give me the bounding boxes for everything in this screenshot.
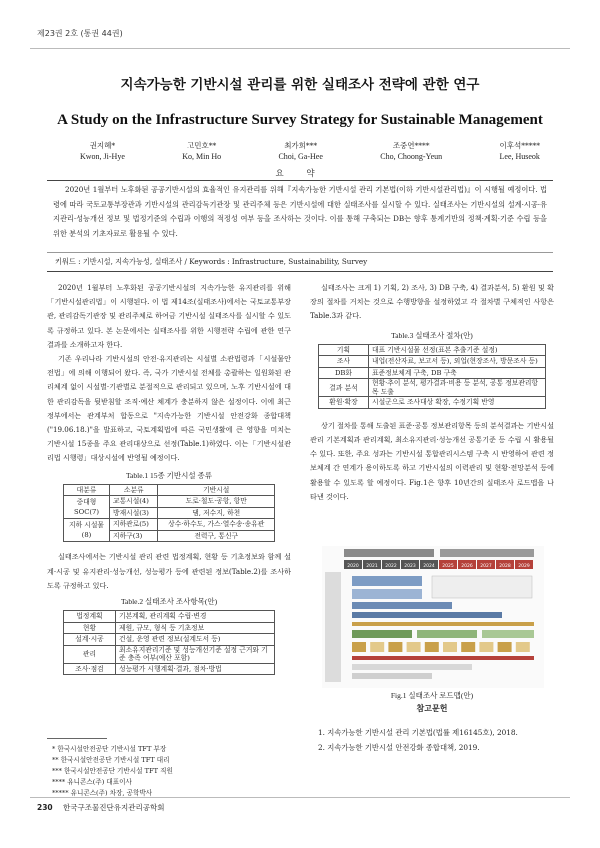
table-row — [64, 611, 275, 623]
step-marker — [461, 642, 475, 652]
table-row — [319, 367, 546, 379]
table-cell: 제원, 규모, 형식 등 기초정보 — [116, 622, 275, 634]
author-list — [80, 140, 540, 162]
keywords: 키워드 : 기반시설, 지속가능성, 실태조사 / Keywords : Infrastructure, Sustainability, Survey — [55, 257, 368, 266]
footnote: **** 유니콘스(주) 대표이사 — [52, 778, 132, 786]
table-cell: 법정계획 — [64, 611, 116, 623]
table-cell: 표준정보체계 구축, DB 구축 — [369, 367, 546, 379]
page-footer — [37, 802, 164, 813]
table-row — [64, 496, 275, 508]
author-name-ko: 최가희*** — [284, 141, 318, 150]
table-row — [64, 519, 275, 531]
step-marker — [407, 642, 421, 652]
table-cell: 기획 — [319, 344, 369, 356]
table-cell: 방재시설(3) — [110, 507, 158, 519]
body-paragraph: 실태조사에서는 기반시설 관리 관련 법정계획, 현황 등 기초정보와 함께 설계·시공 및 유지관리·성능개선, 성능평가 등에 관련된 정보(Table.2)를 조사하도록 규정하고 있다. — [47, 552, 291, 590]
table-header: 대분류 — [64, 484, 110, 496]
table-cell: 지하 시설물(8) — [64, 519, 110, 542]
keyword-divider — [47, 252, 553, 253]
table-header: 소분류 — [110, 484, 158, 496]
author-name-ko: 이후석***** — [499, 141, 540, 150]
figure1-caption: Fig.1 실태조사 로드맵(안) — [390, 691, 474, 700]
author-name-en: Lee, Huseok — [499, 152, 540, 161]
phase1-banner — [344, 549, 434, 557]
roadmap-figure — [322, 546, 544, 688]
roadmap-bar — [352, 576, 422, 586]
year-label: 2029 — [518, 564, 530, 569]
table-cell: 교통시설(4) — [110, 496, 158, 508]
author — [278, 140, 322, 162]
table-cell: 결과 분석 — [319, 379, 369, 397]
header-divider — [30, 48, 570, 49]
table-row — [64, 645, 275, 663]
journal-issue: 제23권 2호 (통권 44권) — [37, 29, 123, 38]
table-cell: 건설, 운영 관련 정보(설계도서 등) — [116, 634, 275, 646]
roadmap-bar — [352, 622, 534, 626]
title-korean: 지속가능한 기반시설 관리를 위한 실태조사 전략에 관한 연구 — [120, 77, 480, 93]
table-cell: DB화 — [319, 367, 369, 379]
footnote: ***** 유니콘스(주) 차장, 공학박사 — [52, 789, 153, 797]
year-label: 2026 — [461, 564, 473, 569]
table-cell: 성능평가 시행계획·결과, 점차·방법 — [116, 663, 275, 675]
body-paragraph: 실태조사는 크게 1) 기획, 2) 조사, 3) DB 구축, 4) 결과분석, 5) 환원 및 확장의 절차를 거치는 것으로 수행방향을 설정하였고 각 절차별 구체적인 사항은 Table.3과 같다. — [310, 283, 554, 321]
footnotes — [52, 744, 173, 799]
table-header: 기반시설 — [158, 484, 275, 496]
table-cell: 전력구, 통신구 — [158, 530, 275, 542]
author-name-en: Cho, Choong-Yeun — [380, 152, 443, 161]
author — [182, 140, 221, 162]
roadmap-bar — [352, 612, 502, 618]
table-row — [319, 397, 546, 409]
table2 — [63, 610, 275, 675]
title-english: A Study on the Infrastructure Survey Strategy for Sustainable Management — [57, 112, 543, 128]
roadmap-bar — [482, 630, 534, 638]
step-marker — [498, 642, 512, 652]
body-paragraph: 상기 절차를 통해 도출된 표준·공통 정보관리항목 등의 분석결과는 기반시설 관리 기본계획과 관리계획, 최소유지관리·성능개선 공통기준 등 수립 시 활용될 수 있다. 또한, 주요 성과는 기반시설 통합관리시스템 구축 시 반영하여 관련 정보체계 간 연계가 용이하도록 하고 기반시설의 이력관리 및 현황·전망분석 등에 활용할 수 있도록 할 예정이다. Fig.1은 향후 10년간의 실태조사 로드맵을 나타낸 것이다. — [310, 420, 554, 501]
year-label: 2022 — [385, 564, 397, 569]
year-label: 2024 — [423, 564, 435, 569]
year-label: 2028 — [499, 564, 511, 569]
step-marker — [479, 642, 493, 652]
step-marker — [370, 642, 384, 652]
right-column — [310, 281, 554, 504]
step-marker — [425, 642, 439, 652]
year-label: 2021 — [366, 564, 378, 569]
table-cell: 환원·확장 — [319, 397, 369, 409]
step-marker — [443, 642, 457, 652]
roadmap-box — [432, 576, 532, 598]
body-paragraph: 2020년 1월부터 노후화된 공공기반시설의 지속가능한 유지관리를 위해「기반시설관리법」이 시행된다. 이 법 제14조(실태조사)에서는 국토교통부장관, 관리감독기관장 및 관리주체로 하여금 기반시설 실태조사를 실시할 수 있도록 규정하고 있다. 본 논문에서는 실태조사를 위한 시행전략 수립에 관한 연구결과를 소개하고자 한다. — [47, 283, 291, 349]
references-heading: 참고문헌 — [416, 703, 448, 713]
author — [380, 140, 442, 162]
author — [80, 140, 125, 162]
footer-divider — [30, 797, 570, 798]
phase2-banner — [440, 549, 534, 557]
author-name-ko: 고민호** — [187, 141, 217, 150]
year-label: 2027 — [480, 564, 492, 569]
footnote-divider — [47, 738, 107, 739]
footnote: ** 한국시설안전공단 기반시설 TFT 대리 — [52, 756, 170, 764]
table-cell: 조사·점검 — [64, 663, 116, 675]
table-cell: 중대형 SOC(7) — [64, 496, 110, 519]
table-cell: 관리 — [64, 645, 116, 663]
roadmap-bar — [352, 630, 412, 638]
table-cell: 지하구(3) — [110, 530, 158, 542]
table1-caption: Table.1 15종 기반시설 종류 — [125, 470, 212, 480]
table-cell: 기본계획, 관리계획 수립·변경 — [116, 611, 275, 623]
table-row — [319, 356, 546, 368]
table-cell: 댐, 저수지, 하천 — [158, 507, 275, 519]
step-marker — [388, 642, 402, 652]
author-name-en: Ko, Min Ho — [182, 152, 222, 161]
author-name-ko: 권지혜* — [89, 141, 116, 150]
table-row — [64, 663, 275, 675]
author-name-en: Kwon, Ji-Hye — [80, 152, 125, 161]
author-name-en: Choi, Ga-Hee — [278, 152, 323, 161]
table-cell: 대표 기반시설물 선정(표본 추출기준 설정) — [369, 344, 546, 356]
roadmap-bar — [352, 664, 472, 670]
table-row — [64, 634, 275, 646]
table-cell: 설계·시공 — [64, 634, 116, 646]
table-cell: 지하관로(5) — [110, 519, 158, 531]
table-cell: 도로·철도·공항, 항만 — [158, 496, 275, 508]
roadmap-bar — [417, 630, 477, 638]
step-marker — [352, 642, 366, 652]
footnote: *** 한국시설안전공단 기반시설 TFT 직원 — [52, 767, 173, 775]
year-label: 2025 — [442, 564, 454, 569]
table3 — [318, 344, 546, 409]
table-cell: 내업(전산자료, 보고서 등), 외업(현장조사, 방문조사 등) — [369, 356, 546, 368]
roadmap-bar — [352, 589, 422, 599]
table-row — [64, 622, 275, 634]
roadmap-bar — [352, 602, 452, 609]
journal-name: 한국구조물진단유지관리공학회 — [63, 803, 165, 812]
table1 — [63, 484, 275, 543]
roadmap-bar — [352, 656, 534, 660]
table-row — [319, 379, 546, 397]
year-label: 2020 — [347, 564, 359, 569]
abstract-text: 2020년 1월부터 노후화된 공공기반시설의 효율적인 유지관리를 위해『지속가능한 기반시설 관리 기본법(이하 기반시설관리법)』이 시행될 예정이다. 법령에 따라 국토교통부장관과 기반시설의 관리감독기관장 및 관리주체 등은 기반시설에 대한 실태조사를 실시할 수 있다. 실태조사는 기반시설의 설계·시공·유지관리·성능개선 정보 및 법정기준의 수립과 이행의 적정성 여부 등을 조사하는 것이다. 이를 통해 구축되는 DB는 향후 통계기반의 정책·계획·기준 수립 등을 위한 분석의 기초자료로 활용될 수 있다. — [53, 185, 547, 238]
table-cell: 현황·추이 분석, 평가결과·비용 등 분석, 공통 정보관리항목 도출 — [369, 379, 546, 397]
table3-caption: Table.3 실태조사 절차(안) — [391, 330, 473, 340]
roadmap-bar — [352, 673, 432, 679]
step-marker — [516, 642, 530, 652]
table-cell: 조사 — [319, 356, 369, 368]
year-label: 2023 — [404, 564, 416, 569]
table-cell: 시설군으로 조사대상 확장, 수정기획 반영 — [369, 397, 546, 409]
body-paragraph: 기존 우리나라 기반시설의 안전·유지관리는 시설별 소관법령과「시설물안전법」에 의해 이행되어 왔다. 즉, 국가 기반시설 전체를 총괄하는 일원화된 관리체계 없이 시설별·기관별로 분절적으로 관리되고 있으며, 노후 기반시설에 대한 관리감독을 뒷받침할 조직·예산 체계가 충분하지 않은 설정이다. 이에 최근 정부에서는 관계부처 합동으로 "지속가능한 기반시설 안전강화 종합대책("19.06.18.)"을 발표하고, 국토계획법에 따른 국민생활에 큰 영향을 미치는 기반시설 15종을 주요 관리대상으로 선정(Table.1)하였다. 이는「기반시설관리법 시행령」대상시설에 반영될 예정이다. — [47, 354, 291, 463]
page-number: 230 — [37, 803, 53, 812]
reference-item: 1. 지속가능한 기반시설 관리 기본법(법률 제16145호), 2018. — [318, 728, 518, 737]
left-column — [47, 281, 291, 675]
abstract-heading: 요 약 — [275, 169, 325, 179]
author — [499, 140, 540, 162]
footnote: * 한국시설안전공단 기반시설 TFT 부장 — [52, 745, 167, 753]
references — [318, 725, 518, 755]
reference-item: 2. 지속가능한 기반시설 안전강화 종합대책, 2019. — [318, 743, 480, 752]
row-label-strip — [325, 572, 341, 682]
table-cell: 상수·하수도, 가스·열수송·송유관 — [158, 519, 275, 531]
table-cell: 현황 — [64, 622, 116, 634]
table-row — [319, 344, 546, 356]
author-name-ko: 조중연**** — [392, 141, 430, 150]
table2-caption: Table.2 실태조사 조사항목(안) — [120, 596, 218, 606]
table-cell: 최소유지관리기준 및 성능개선기준 설정 근거와 기준 충족 여부(예산 포함) — [116, 645, 275, 663]
